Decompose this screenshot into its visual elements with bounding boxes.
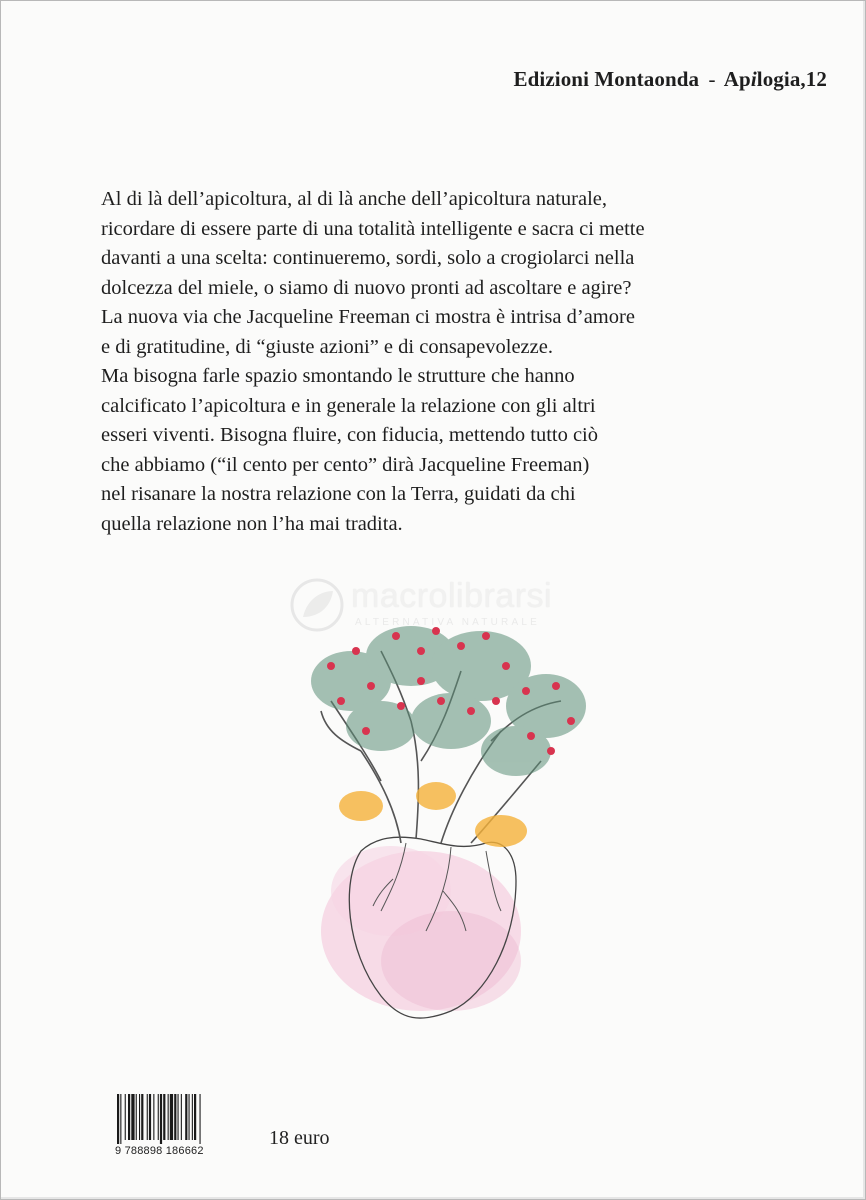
- barcode-bar: [178, 1094, 179, 1140]
- blurb-line: Al di là dell’apicoltura, al di là anche dell’apicoltura naturale,: [101, 188, 608, 210]
- barcode-bar: [136, 1094, 137, 1140]
- barcode-bar: [160, 1094, 162, 1144]
- blurb-line: dolcezza del miele, o siamo di nuovo pronti ad ascoltare e agire?: [101, 276, 632, 299]
- blurb-line: esseri viventi. Bisogna fluire, con fiducia, mettendo tutto ciò: [101, 424, 599, 446]
- barcode-bar: [147, 1094, 148, 1140]
- blurb-line: che abbiamo (“il cento per cento” dirà Jacqueline Freeman): [101, 453, 590, 476]
- barcode-bar: [131, 1094, 134, 1140]
- blurb-line: ricordare di essere parte di una totalità intelligente e sacra ci mette: [101, 217, 645, 240]
- barcode-bar: [163, 1094, 165, 1140]
- macrolibrarsi-watermark: [289, 575, 589, 635]
- leaf-logo-icon: [289, 577, 345, 633]
- barcode-bar: [192, 1094, 193, 1140]
- barcode: [115, 1094, 267, 1144]
- series-name: Apilogia,12: [723, 67, 827, 91]
- barcode-bar: [120, 1094, 121, 1144]
- blurb-line: La nuova via che Jacqueline Freeman ci mostra è intrisa d’amore: [101, 306, 635, 328]
- barcode-bar: [125, 1094, 126, 1140]
- blurb-line: e di gratitudine, di “giuste azioni” e di consapevolezze.: [101, 335, 553, 358]
- blurb-line: Ma bisogna farle spazio smontando le strutture che hanno: [101, 365, 575, 387]
- barcode-bar: [139, 1094, 140, 1140]
- watermark-name: macrolibrarsi: [351, 577, 553, 615]
- barcode-bar: [170, 1094, 173, 1140]
- watermark-tagline: ALTERNATIVA NATURALE: [355, 617, 540, 628]
- back-cover-blurb: [101, 185, 801, 539]
- barcode-bar: [200, 1094, 201, 1144]
- barcode-bar: [149, 1094, 151, 1140]
- barcode-bar: [153, 1094, 154, 1140]
- barcode-bar: [158, 1094, 159, 1140]
- barcode-bar: [168, 1094, 169, 1140]
- price-label: 18 euro: [269, 1127, 330, 1149]
- tree-heart-illustration: [301, 611, 601, 1031]
- heart-watercolor-wash: [321, 846, 521, 1011]
- orange-blossoms: [339, 782, 527, 847]
- publisher-series-line: [514, 67, 827, 92]
- publisher-name: Edizioni Montaonda: [513, 67, 700, 91]
- barcode-bar: [174, 1094, 176, 1140]
- series-separator: -: [708, 67, 716, 91]
- leaf-canopy: [311, 626, 586, 776]
- barcode-bar: [185, 1094, 187, 1140]
- barcode-bar: [141, 1094, 143, 1140]
- blurb-line: quella relazione non l’ha mai tradita.: [101, 512, 403, 535]
- isbn-number: 9 788898 186662: [115, 1145, 204, 1157]
- barcode-bar: [117, 1094, 119, 1144]
- blurb-line: davanti a una scelta: continueremo, sordi, solo a crogiolarci nella: [101, 247, 635, 269]
- barcode-bar: [194, 1094, 196, 1140]
- barcode-bar: [189, 1094, 190, 1140]
- blurb-line: nel risanare la nostra relazione con la Terra, guidati da chi: [101, 483, 576, 505]
- barcode-bar: [128, 1094, 130, 1140]
- blurb-line: calcificato l’apicoltura e in generale la relazione con gli altri: [101, 394, 596, 417]
- barcode-bar: [181, 1094, 182, 1140]
